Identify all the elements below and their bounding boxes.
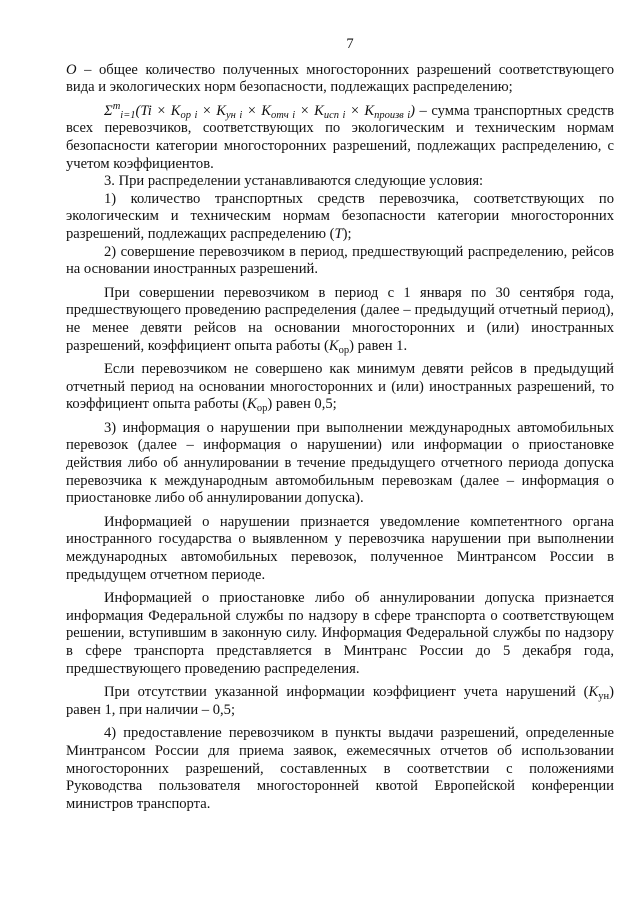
sub-k-or: ор i xyxy=(180,109,198,121)
sub-un: ун xyxy=(598,691,610,703)
times-sign: × xyxy=(295,102,315,119)
condition-3-detail-b: Информацией о приостановке либо об аннулировании допуска признается информация Федеральной службы по надзору в сфере транспорта о соответствующем решении, вступившим в законную силу. Информация Федеральной службы по надзору в сфере транспорта представляется в Минтранс России до 5 декабря года, предшествующего проведению распределения. xyxy=(66,590,614,677)
condition-4: 4) предоставление перевозчиком в пункты выдачи разрешений, определенные Минтрансом России для приема заявок, ежемесячных отчетов об использовании многосторонних разрешений, составленных в соответствии с положениями Руководства пользователя многосторонней квотой Европейской конференции министров транспорта. xyxy=(66,725,614,812)
var-t: T xyxy=(334,225,343,242)
condition-2b-text: Если перевозчиком не совершено как минимум девяти рейсов в предыдущий отчетный период на основании многосторонних и (или) иностранных разрешений, то коэффициент опыта работы ( xyxy=(66,361,614,413)
var-k-un: K xyxy=(216,102,226,119)
sub-k-otch: отч i xyxy=(270,109,296,121)
condition-2b-end: ) равен 0,5; xyxy=(267,396,337,413)
times-sign: × xyxy=(197,102,217,119)
condition-3c-end: ) равен 1, при наличии – 0,5; xyxy=(66,684,614,718)
condition-3: 3) информация о нарушении при выполнении международных автомобильных перевозок (далее – информация о нарушении) или информации о приостановке действия либо об аннулировании в течение предыдущего отчетного периода допуска перевозчика к международным автомобильным перевозкам (далее – информация о приостановке либо об аннулировании допуска). xyxy=(66,419,614,507)
sub-k-un: ун i xyxy=(226,109,243,121)
paren-open: ( xyxy=(135,102,141,119)
page-number: 7 xyxy=(346,36,354,52)
condition-2a-text: При совершении перевозчиком в период с 1 января по 30 сентября года, предшествующего проведению распределения (далее – предыдущий отчетный период), не менее девяти рейсов на основании многосторонних и (или) иностранных разрешений, коэффициент опыта работы ( xyxy=(66,284,614,354)
condition-2-detail-a xyxy=(66,285,614,355)
definition-o xyxy=(66,62,614,97)
times-sign: × xyxy=(345,102,365,119)
var-k: K xyxy=(247,396,257,413)
var-k-isp: K xyxy=(314,102,324,119)
condition-3c-text: При отсутствии указанной информации коэффициент учета нарушений ( xyxy=(104,684,589,701)
var-k-otch: K xyxy=(261,102,271,119)
definition-sum-text: – сумма транспортных средств всех перевозчиков, соответствующих по экологическим и техническим нормам безопасности категории многосторонних разрешений, подлежащих распределению, с учетом коэффициентов. xyxy=(66,102,614,172)
sub-or: ор xyxy=(338,344,350,356)
sum-lower-limit: i=1 xyxy=(120,109,136,121)
definition-o-text: – общее количество полученных многосторонних разрешений соответствующего вида и экологических норм безопасности, подлежащих распределению; xyxy=(66,61,614,96)
var-k: K xyxy=(328,337,339,354)
paragraph-3-heading: 3. При распределении устанавливаются следующие условия: xyxy=(104,173,484,190)
condition-1 xyxy=(66,191,614,244)
condition-2: 2) совершение перевозчиком в период, предшествующий распределению, рейсов на основании иностранных разрешений. xyxy=(66,243,614,278)
sum-formula xyxy=(104,103,415,119)
var-ti: Ti xyxy=(140,102,152,119)
condition-3-detail-a: Информацией о нарушении признается уведомление компетентного органа иностранного государства о выявленном у перевозчика нарушении при выполнении международных автомобильных перевозок, полученное Минтрансом России в предыдущем отчетном периоде. xyxy=(66,513,614,583)
paren-close: ) xyxy=(410,102,416,119)
sub-k-isp: исп i xyxy=(323,109,346,121)
var-k-or: K xyxy=(170,102,181,119)
definition-sum xyxy=(66,103,614,173)
sum-upper-limit: m xyxy=(112,101,121,112)
condition-1-end: ); xyxy=(342,225,352,242)
condition-2a-end: ) равен 1. xyxy=(349,337,408,354)
sub-or: ор xyxy=(256,403,268,415)
times-sign: × xyxy=(151,102,171,119)
sigma-symbol: Σ xyxy=(104,102,113,119)
condition-1-text: 1) количество транспортных средств перевозчика, соответствующих по экологическим и техническим нормам безопасности категории многосторонних разрешений, подлежащих распределению ( xyxy=(66,190,614,242)
condition-3-detail-c xyxy=(66,684,614,719)
o-symbol: O xyxy=(66,61,77,78)
condition-2-detail-b xyxy=(66,361,614,414)
times-sign: × xyxy=(242,102,262,119)
var-k: K xyxy=(588,684,599,701)
sub-k-proizv: произв i xyxy=(374,109,411,121)
var-k-proizv: K xyxy=(364,102,375,119)
